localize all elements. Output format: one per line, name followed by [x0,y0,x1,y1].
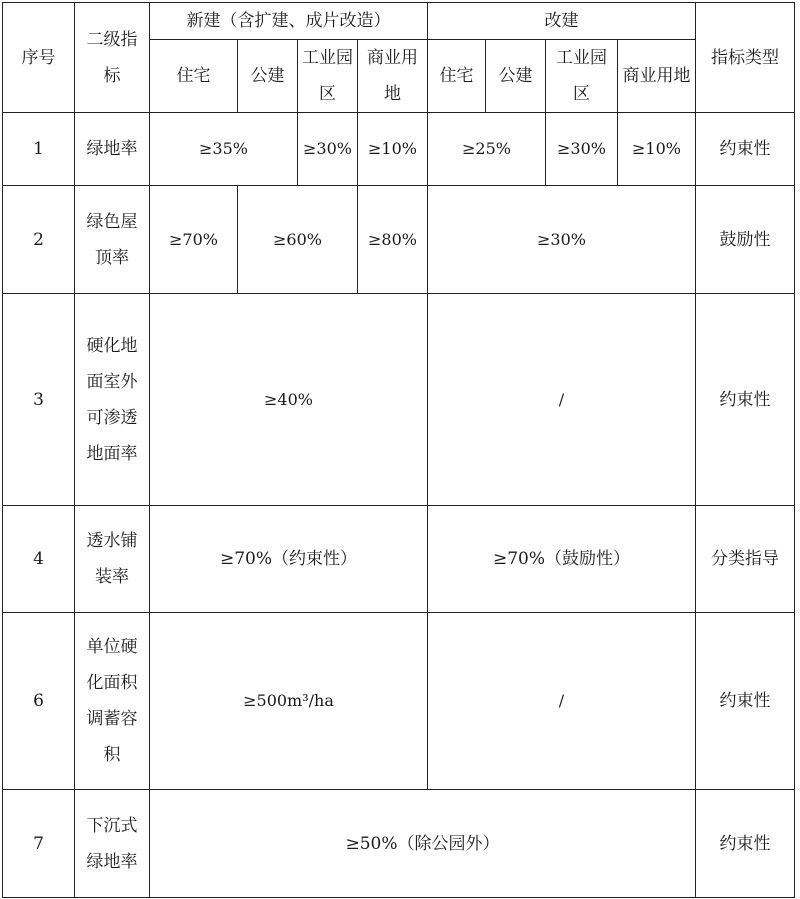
table-row [3,506,795,613]
cell-new-commercial: ≥80% [358,186,428,294]
row-index: 3 [3,294,75,506]
cell-all: ≥50%（除公园外） [150,790,696,898]
header-new-public: 公建 [238,40,298,113]
table-row [3,790,795,898]
cell-new-pub-ind: ≥60% [238,186,358,294]
row-name: 绿色屋顶率 [75,186,150,294]
cell-re-industrial: ≥30% [546,113,618,186]
header-level2: 二级指标 [75,3,150,113]
row-index: 2 [3,186,75,294]
row-name: 单位硬化面积调蓄容积 [75,613,150,790]
cell-re-commercial: ≥10% [618,113,696,186]
row-index: 1 [3,113,75,186]
row-name: 绿地率 [75,113,150,186]
table-row [3,113,795,186]
header-re-industrial: 工业园区 [546,40,618,113]
header-rebuild-group: 改建 [428,3,696,40]
cell-rebuild: ≥70%（鼓励性） [428,506,696,613]
header-row-1 [3,3,795,40]
cell-new: ≥70%（约束性） [150,506,428,613]
row-index: 4 [3,506,75,613]
cell-rebuild: / [428,294,696,506]
row-name: 下沉式绿地率 [75,790,150,898]
row-type: 约束性 [696,790,795,898]
cell-rebuild: ≥30% [428,186,696,294]
header-re-residential: 住宅 [428,40,486,113]
row-type: 约束性 [696,113,795,186]
row-type: 约束性 [696,613,795,790]
row-name: 透水铺装率 [75,506,150,613]
header-new-residential: 住宅 [150,40,238,113]
row-type: 鼓励性 [696,186,795,294]
header-new-industrial: 工业园区 [298,40,358,113]
header-re-commercial: 商业用地 [618,40,696,113]
cell-new: ≥500m³/ha [150,613,428,790]
row-type: 约束性 [696,294,795,506]
cell-new-residential: ≥70% [150,186,238,294]
cell-rebuild: / [428,613,696,790]
header-new-commercial: 商业用地 [358,40,428,113]
row-name: 硬化地面室外可渗透地面率 [75,294,150,506]
cell-new-res-pub: ≥35% [150,113,298,186]
header-re-public: 公建 [486,40,546,113]
header-index: 序号 [3,3,75,113]
cell-new-industrial: ≥30% [298,113,358,186]
header-new-group: 新建（含扩建、成片改造） [150,3,428,40]
row-index: 7 [3,790,75,898]
cell-new: ≥40% [150,294,428,506]
table-row [3,294,795,506]
row-index: 6 [3,613,75,790]
cell-re-res-pub: ≥25% [428,113,546,186]
header-type: 指标类型 [696,3,795,113]
table-row [3,186,795,294]
table-row [3,613,795,790]
cell-new-commercial: ≥10% [358,113,428,186]
indicator-table [2,2,795,898]
row-type: 分类指导 [696,506,795,613]
